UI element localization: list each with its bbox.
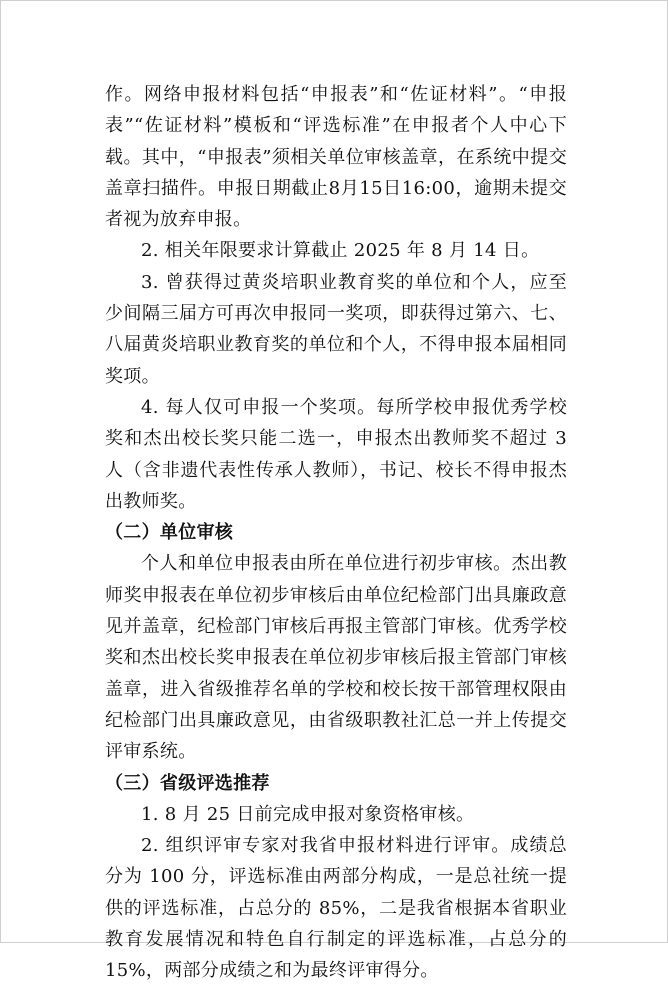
paragraph-prior-award-rule: 3. 曾获得过黄炎培职业教育奖的单位和个人，应至少间隔三届方可再次申报同一奖项，即获得过第六、七、八届黄炎培职业教育奖的单位和个人，不得申报本届相同奖项。 — [105, 271, 567, 387]
section-heading-provincial-selection: （三）省级评选推荐 — [105, 772, 270, 794]
paragraph-qualification-review: 1. 8 月 25 日前完成申报对象资格审核。 — [141, 803, 475, 825]
document-body — [105, 79, 567, 987]
paragraph-year-requirement: 2. 相关年限要求计算截止 2025 年 8 月 14 日。 — [141, 240, 540, 262]
paragraph-unit-review: 个人和单位申报表由所在单位进行初步审核。杰出教师奖申报表在单位初步审核后由单位纪检部门出具廉政意见并盖章，纪检部门审核后再报主管部门审核。优秀学校奖和杰出校长奖申报表在单位初步审核后报主管部门审核盖章，进入省级推荐名单的学校和校长按干部管理权限由纪检部门出具廉政意见，由省级职教社汇总一并上传提交评审系统。 — [105, 553, 567, 763]
paragraph-expert-evaluation: 2. 组织评审专家对我省申报材料进行评审。成绩总分为 100 分，评选标准由两部分构成，一是总社统一提供的评选标准，占总分的 85%，二是我省根据本省职业教育发展情况和特色自行制定的评选标准，占总分的 15%，两部分成绩之和为最终评审得分。 — [105, 835, 567, 982]
paragraph-one-award-rule: 4. 每人仅可申报一个奖项。每所学校申报优秀学校奖和杰出校长奖只能二选一，申报杰出教师奖不超过 3 人（含非遗代表性传承人教师），书记、校长不得申报杰出教师奖。 — [105, 396, 567, 512]
paragraph-submission-materials: 作。网络申报材料包括“申报表”和“佐证材料”。“申报表”“佐证材料”模板和“评选标准”在申报者个人中心下载。其中，“申报表”须相关单位审核盖章，在系统中提交盖章扫描件。申报日期截止8月15日16:00，逾期未提交者视为放弃申报。 — [105, 84, 567, 231]
section-heading-unit-review: （二）单位审核 — [105, 522, 234, 544]
